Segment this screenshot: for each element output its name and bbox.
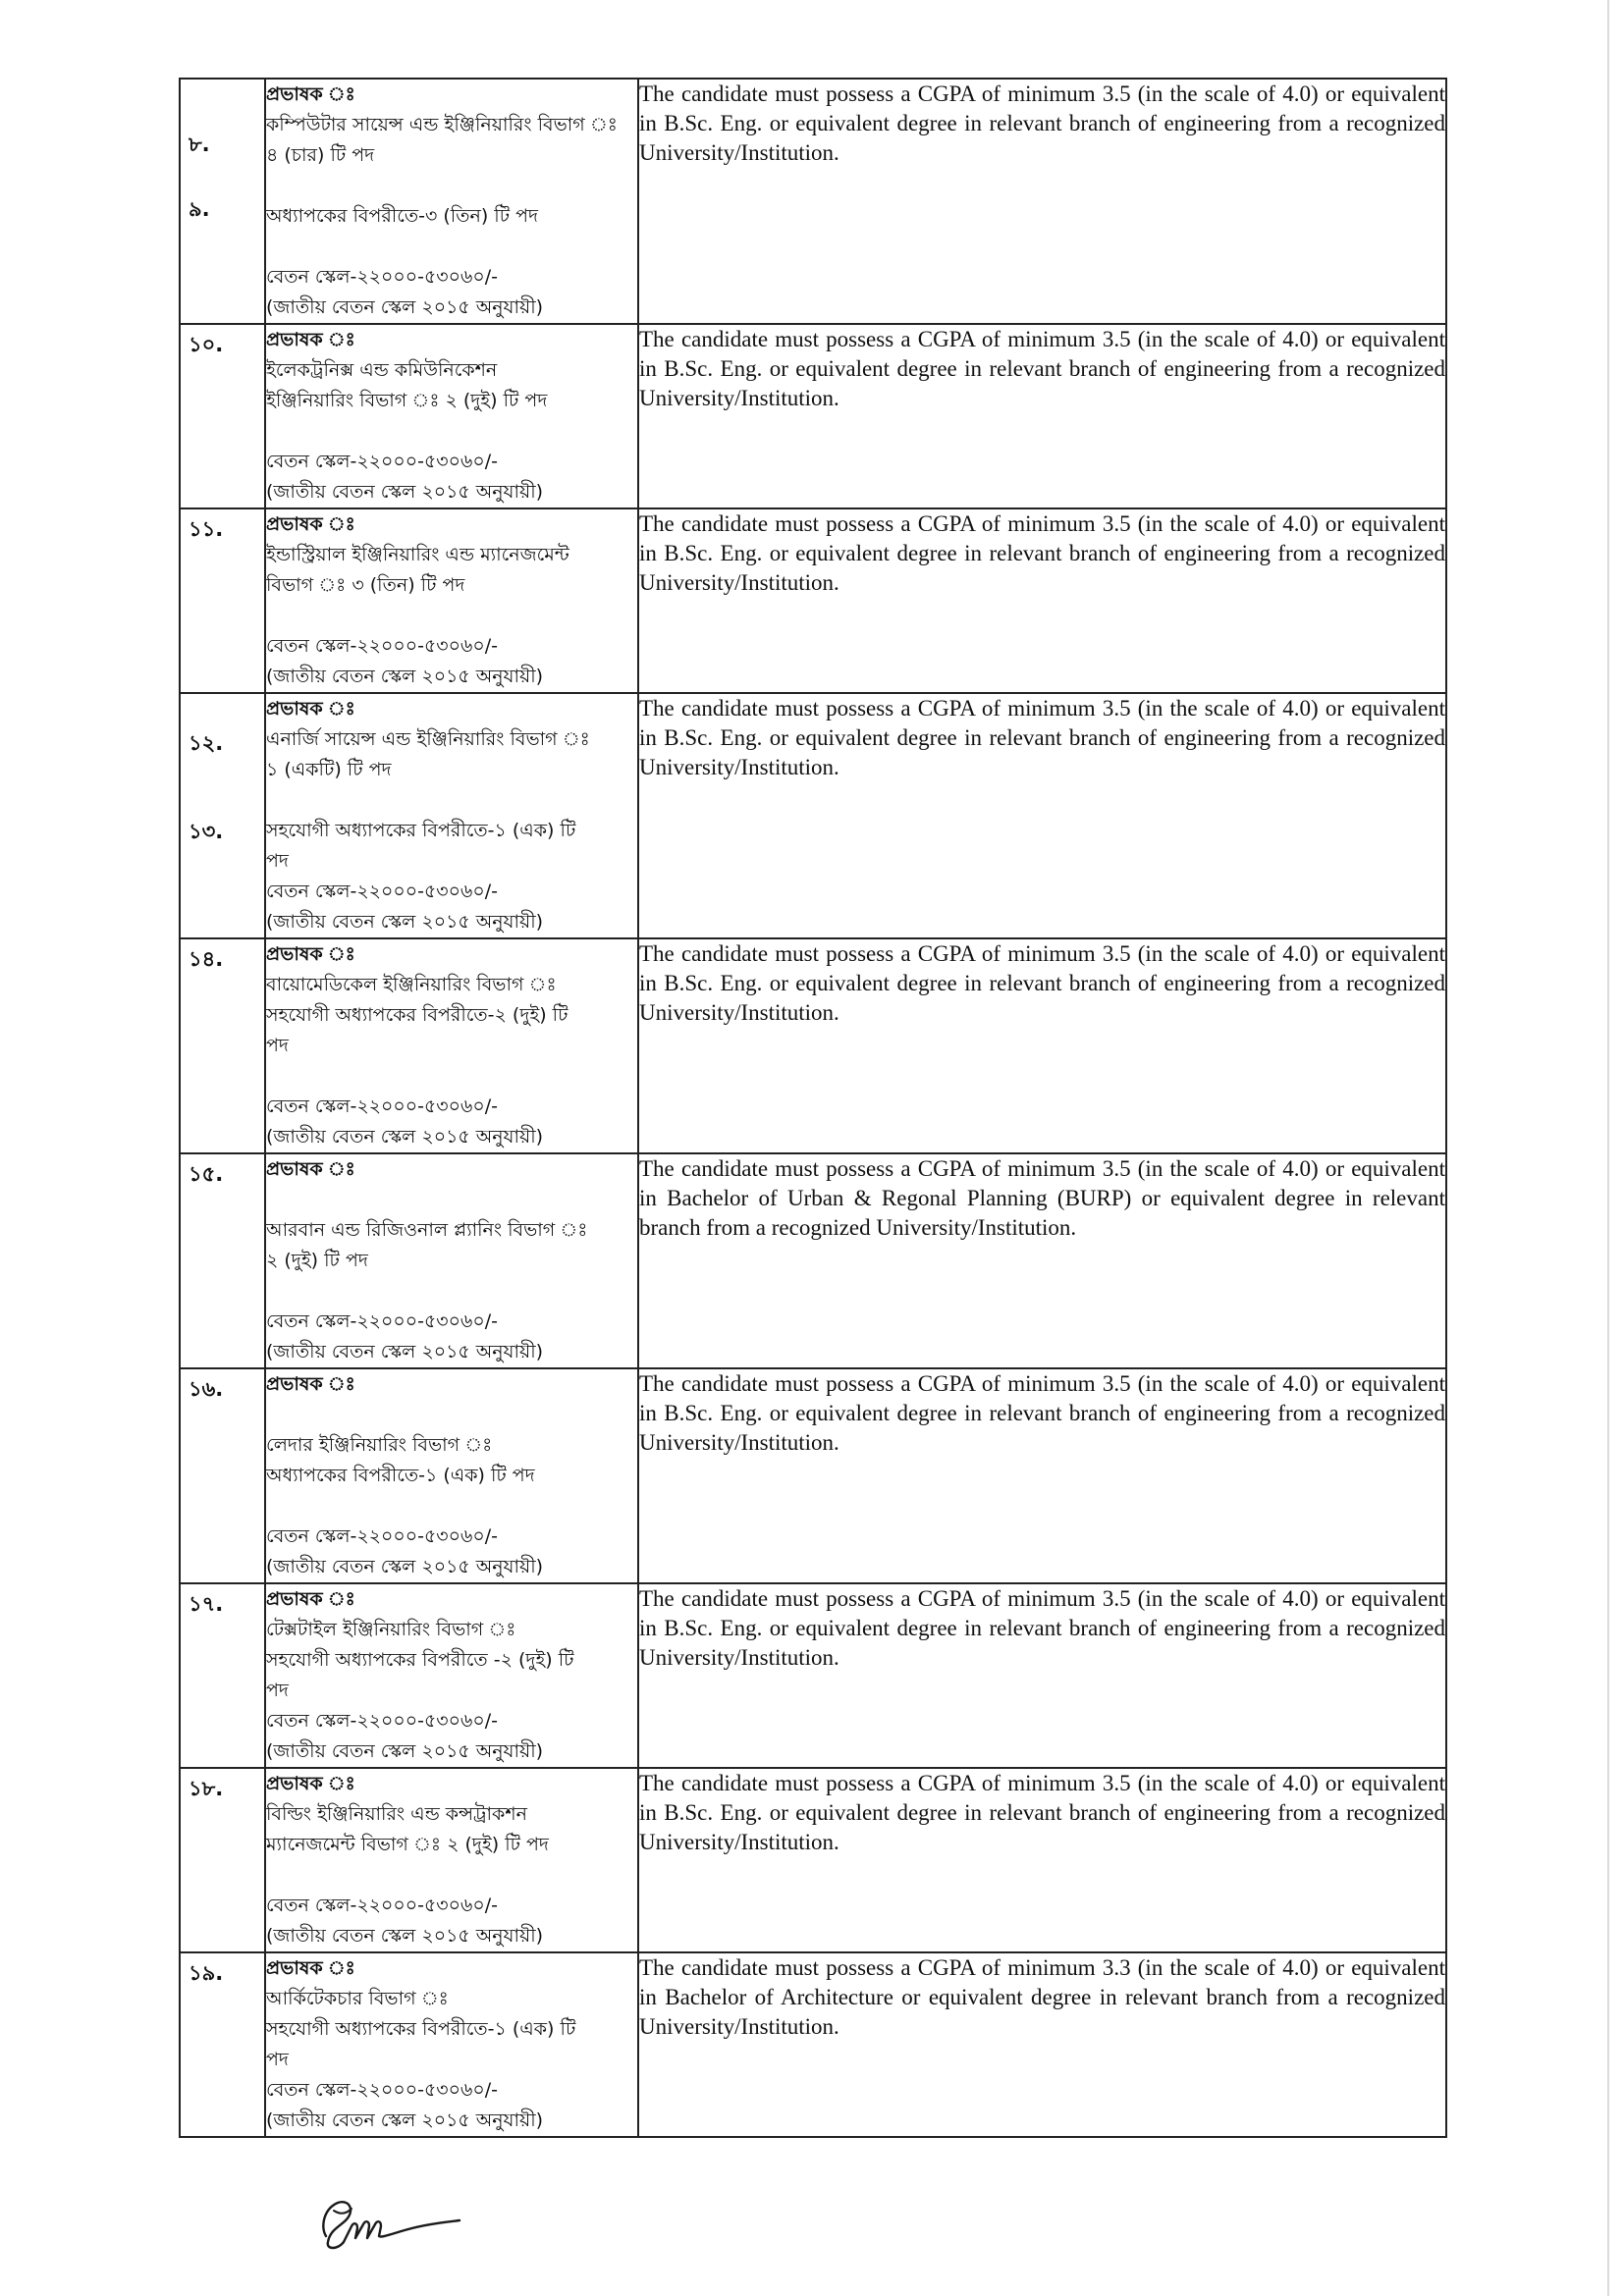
post-title: প্রভাষক ঃ: [266, 513, 355, 535]
post-line: লেদার ইঞ্জিনিয়ারিং বিভাগ ঃ: [266, 1434, 493, 1456]
qualification-cell: [638, 938, 1446, 1153]
post-line: বায়োমেডিকেল ইঞ্জিনিয়ারিং বিভাগ ঃ: [266, 974, 557, 995]
post-line: বিল্ডিং ইঞ্জিনিয়ারিং এন্ড কন্সট্রাকশন: [266, 1803, 527, 1825]
post-line: সহযোগী অধ্যাপকের বিপরীতে-২ (দুই) টি: [266, 1004, 568, 1026]
line-gap: [266, 232, 637, 262]
qualification-text: The candidate must possess a CGPA of minimum 3.5 (in the scale of 4.0) or equivalent in B.Sc. Eng. or equivalent degree in relevant branch of engineering from a recognized University/Institution.: [639, 941, 1445, 1025]
post-title: প্রভাষক ঃ: [266, 698, 355, 720]
serial-number: ১১.: [189, 517, 224, 541]
qualification-text: The candidate must possess a CGPA of minimum 3.3 (in the scale of 4.0) or equivalent in Bachelor of Architecture or equivalent degree in relevant branch from a recognized University/Institution.: [639, 1955, 1445, 2039]
serial-number: ১৩.: [189, 820, 224, 843]
serial-number-cell: [180, 1583, 265, 1768]
qualification-text: The candidate must possess a CGPA of minimum 3.5 (in the scale of 4.0) or equivalent in Bachelor of Urban & Regonal Planning (BURP) or equivalent degree in relevant branch from a recognized University/Institution.: [639, 1156, 1445, 1240]
post-title: প্রভাষক ঃ: [266, 1957, 355, 1979]
line-gap: [266, 1061, 637, 1092]
post-line: বেতন স্কেল-২২০০০-৫৩০৬০/-: [266, 881, 498, 902]
post-title: প্রভাষক ঃ: [266, 1773, 355, 1794]
post-line: বেতন স্কেল-২২০০০-৫৩০৬০/-: [266, 1525, 498, 1547]
handwritten-signature-icon: [316, 2191, 463, 2254]
line-gap: [266, 416, 637, 447]
serial-number-cell: [180, 1368, 265, 1583]
serial-number: ১৪.: [189, 947, 224, 971]
post-title: প্রভাষক ঃ: [266, 943, 355, 965]
post-line: (জাতীয় বেতন স্কেল ২০১৫ অনুযায়ী): [266, 1556, 544, 1577]
qualification-cell: [638, 324, 1446, 508]
post-row: [180, 79, 1446, 324]
post-line: অধ্যাপকের বিপরীতে-৩ (তিন) টি পদ: [266, 205, 538, 227]
post-row: [180, 1153, 1446, 1368]
post-line: ইন্ডাস্ট্রিয়াল ইঞ্জিনিয়ারিং এন্ড ম্যানেজমেন্ট: [266, 544, 569, 565]
post-line: ২ (দুই) টি পদ: [266, 1250, 368, 1271]
post-description-cell: [265, 508, 638, 693]
post-row: [180, 1368, 1446, 1583]
post-line: ইলেকট্রনিক্স এন্ড কমিউনিকেশন: [266, 359, 498, 381]
post-line: (জাতীয় বেতন স্কেল ২০১৫ অনুযায়ী): [266, 1341, 544, 1362]
serial-number: ৮.: [189, 133, 210, 156]
post-description-cell: [265, 938, 638, 1153]
post-row: [180, 1768, 1446, 1952]
post-row: [180, 324, 1446, 508]
serial-number: ১৭.: [189, 1592, 224, 1616]
post-line: কম্পিউটার সায়েন্স এন্ড ইঞ্জিনিয়ারিং বিভাগ ঃ: [266, 114, 618, 135]
post-line: টেক্সটাইল ইঞ্জিনিয়ারিং বিভাগ ঃ: [266, 1619, 516, 1640]
post-line: (জাতীয় বেতন স্কেল ২০১৫ অনুযায়ী): [266, 911, 544, 933]
serial-number-cell: [180, 1153, 265, 1368]
serial-number-cell: [180, 324, 265, 508]
line-gap: [266, 1491, 637, 1522]
post-line: (জাতীয় বেতন স্কেল ২০১৫ অনুযায়ী): [266, 1925, 544, 1947]
post-description-cell: [265, 1952, 638, 2137]
post-description-cell: [265, 1768, 638, 1952]
post-title: প্রভাষক ঃ: [266, 83, 355, 105]
post-line: ম্যানেজমেন্ট বিভাগ ঃ ২ (দুই) টি পদ: [266, 1834, 549, 1855]
qualification-text: The candidate must possess a CGPA of minimum 3.5 (in the scale of 4.0) or equivalent in B.Sc. Eng. or equivalent degree in relevant branch of engineering from a recognized University/Institution.: [639, 696, 1445, 779]
line-gap: [266, 171, 637, 201]
post-line: (জাতীয় বেতন স্কেল ২০১৫ অনুযায়ী): [266, 1126, 544, 1148]
post-line: বেতন স্কেল-২২০০০-৫৩০৬০/-: [266, 1095, 498, 1117]
line-gap: [266, 1860, 637, 1891]
post-description-cell: [265, 693, 638, 938]
line-gap: [266, 1400, 637, 1430]
qualification-text: The candidate must possess a CGPA of minimum 3.5 (in the scale of 4.0) or equivalent in B.Sc. Eng. or equivalent degree in relevant branch of engineering from a recognized University/Institution.: [639, 1771, 1445, 1854]
post-line: পদ: [266, 2049, 289, 2070]
qualification-cell: [638, 1153, 1446, 1368]
post-row: [180, 1583, 1446, 1768]
post-line: বেতন স্কেল-২২০০০-৫৩০৬০/-: [266, 266, 498, 288]
qualification-text: The candidate must possess a CGPA of minimum 3.5 (in the scale of 4.0) or equivalent in B.Sc. Eng. or equivalent degree in relevant branch of engineering from a recognized University/Institution.: [639, 511, 1445, 595]
post-line: (জাতীয় বেতন স্কেল ২০১৫ অনুযায়ী): [266, 666, 544, 687]
serial-number: ১৮.: [189, 1777, 224, 1800]
post-line: (জাতীয় বেতন স্কেল ২০১৫ অনুযায়ী): [266, 2109, 544, 2131]
page-edge: [1607, 0, 1609, 2296]
serial-number: ১০.: [189, 333, 224, 356]
serial-number-cell: [180, 79, 265, 324]
qualification-cell: [638, 79, 1446, 324]
post-line: বিভাগ ঃ ৩ (তিন) টি পদ: [266, 574, 465, 596]
post-line: (জাতীয় বেতন স্কেল ২০১৫ অনুযায়ী): [266, 1740, 544, 1762]
qualification-cell: [638, 1583, 1446, 1768]
serial-number-cell: [180, 1768, 265, 1952]
line-gap: [266, 1276, 637, 1307]
post-line: সহযোগী অধ্যাপকের বিপরীতে-১ (এক) টি: [266, 820, 576, 841]
serial-number: ১৫.: [189, 1162, 224, 1186]
post-row: [180, 508, 1446, 693]
line-gap: [266, 785, 637, 816]
post-line: ১ (একটি) টি পদ: [266, 759, 392, 780]
post-line: ৪ (চার) টি পদ: [266, 144, 375, 166]
post-title: প্রভাষক ঃ: [266, 1373, 355, 1395]
qualification-cell: [638, 1368, 1446, 1583]
qualification-cell: [638, 1768, 1446, 1952]
post-line: পদ: [266, 1035, 289, 1056]
post-line: এনার্জি সায়েন্স এন্ড ইঞ্জিনিয়ারিং বিভাগ ঃ: [266, 728, 590, 750]
qualification-text: The candidate must possess a CGPA of minimum 3.5 (in the scale of 4.0) or equivalent in B.Sc. Eng. or equivalent degree in relevant branch of engineering from a recognized University/Institution.: [639, 81, 1445, 165]
post-description-cell: [265, 324, 638, 508]
post-line: সহযোগী অধ্যাপকের বিপরীতে-১ (এক) টি: [266, 2018, 576, 2040]
line-gap: [266, 601, 637, 631]
post-line: আর্কিটেকচার বিভাগ ঃ: [266, 1988, 449, 2009]
serial-number: ১৬.: [189, 1377, 224, 1401]
post-line: পদ: [266, 850, 289, 872]
post-line: (জাতীয় বেতন স্কেল ২০১৫ অনুযায়ী): [266, 296, 544, 318]
post-line: বেতন স্কেল-২২০০০-৫৩০৬০/-: [266, 1710, 498, 1732]
serial-number: ১২.: [189, 731, 224, 755]
posts-table: [179, 78, 1447, 2138]
serial-number-cell: [180, 693, 265, 938]
post-line: বেতন স্কেল-২২০০০-৫৩০৬০/-: [266, 451, 498, 472]
serial-number: ৯.: [189, 197, 210, 221]
serial-number-cell: [180, 1952, 265, 2137]
post-title: প্রভাষক ঃ: [266, 1158, 355, 1180]
line-gap: [266, 1185, 637, 1215]
post-row: [180, 938, 1446, 1153]
serial-number-cell: [180, 508, 265, 693]
post-row: [180, 1952, 1446, 2137]
post-description-cell: [265, 1368, 638, 1583]
qualification-cell: [638, 508, 1446, 693]
post-title: প্রভাষক ঃ: [266, 1588, 355, 1610]
post-description-cell: [265, 79, 638, 324]
post-line: আরবান এন্ড রিজিওনাল প্ল্যানিং বিভাগ ঃ: [266, 1219, 588, 1241]
post-row: [180, 693, 1446, 938]
qualification-text: The candidate must possess a CGPA of minimum 3.5 (in the scale of 4.0) or equivalent in B.Sc. Eng. or equivalent degree in relevant branch of engineering from a recognized University/Institution.: [639, 1586, 1445, 1670]
post-line: বেতন স্কেল-২২০০০-৫৩০৬০/-: [266, 1310, 498, 1332]
qualification-text: The candidate must possess a CGPA of minimum 3.5 (in the scale of 4.0) or equivalent in B.Sc. Eng. or equivalent degree in relevant branch of engineering from a recognized University/Institution.: [639, 327, 1445, 410]
post-line: ইঞ্জিনিয়ারিং বিভাগ ঃ ২ (দুই) টি পদ: [266, 390, 548, 411]
post-line: বেতন স্কেল-২২০০০-৫৩০৬০/-: [266, 1895, 498, 1916]
qualification-cell: [638, 693, 1446, 938]
post-line: বেতন স্কেল-২২০০০-৫৩০৬০/-: [266, 635, 498, 657]
post-line: সহযোগী অধ্যাপকের বিপরীতে -২ (দুই) টি: [266, 1649, 574, 1671]
post-line: পদ: [266, 1680, 289, 1701]
serial-number-cell: [180, 938, 265, 1153]
post-line: (জাতীয় বেতন স্কেল ২০১৫ অনুযায়ী): [266, 481, 544, 503]
post-description-cell: [265, 1583, 638, 1768]
qualification-cell: [638, 1952, 1446, 2137]
serial-number: ১৯.: [189, 1961, 224, 1985]
qualification-text: The candidate must possess a CGPA of minimum 3.5 (in the scale of 4.0) or equivalent in B.Sc. Eng. or equivalent degree in relevant branch of engineering from a recognized University/Institution.: [639, 1371, 1445, 1455]
post-line: অধ্যাপকের বিপরীতে-১ (এক) টি পদ: [266, 1465, 535, 1486]
post-description-cell: [265, 1153, 638, 1368]
post-title: প্রভাষক ঃ: [266, 329, 355, 350]
post-line: বেতন স্কেল-২২০০০-৫৩০৬০/-: [266, 2079, 498, 2101]
